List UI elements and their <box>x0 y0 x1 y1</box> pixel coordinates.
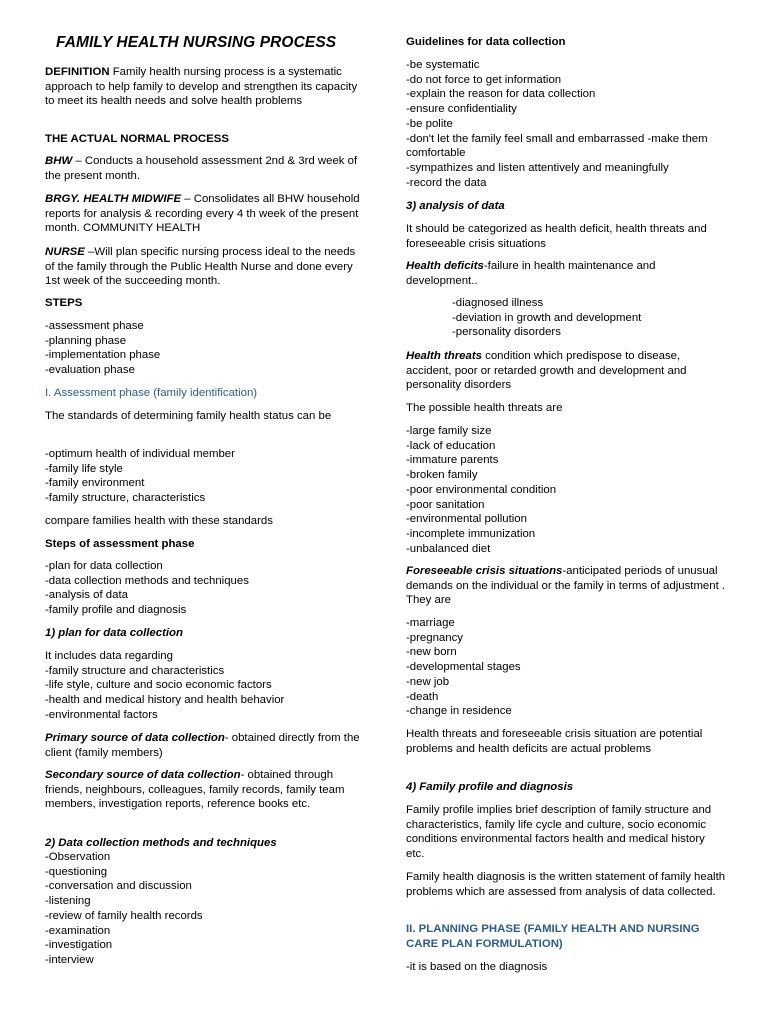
list-item: -deviation in growth and development <box>452 311 642 324</box>
crisis-paragraph <box>406 564 726 608</box>
list-item: -plan for data collection <box>45 560 163 572</box>
bhw-text: – Conducts a household assessment 2nd & 3rd week of the present month. <box>45 155 358 182</box>
list-item: -immature parents <box>406 454 499 467</box>
crisis-label: Foreseeable crisis situations <box>406 565 563 577</box>
list-item: -life style, culture and socio economic factors <box>45 679 272 692</box>
compare-text: compare families health with these standards <box>45 515 273 527</box>
plan-heading: 1) plan for data collection <box>45 627 183 639</box>
profile-text: Family profile implies brief description of family structure and characteristics, family life cycle and culture, socio economic conditions environmental factors health and medical history etc. <box>406 804 712 861</box>
midwife-paragraph <box>45 192 365 236</box>
list-item: -health and medical history and health behavior <box>45 694 285 707</box>
list-item: -family life style <box>45 462 123 475</box>
list-item: -death <box>406 690 439 703</box>
list-item: -planning phase <box>45 334 127 347</box>
list-item: -poor environmental condition <box>406 483 557 496</box>
secondary-text: - obtained through friends, neighbours, colleagues, family records, family team members, investigation reports, reference books etc. <box>45 769 345 811</box>
threats-label: Health threats <box>406 350 482 362</box>
deficits-text: -failure in health maintenance and development.. <box>406 260 656 287</box>
list-item: -explain the reason for data collection <box>406 88 596 101</box>
steps-assessment-list <box>45 559 365 618</box>
threats-paragraph <box>406 349 726 393</box>
actual-process-heading: THE ACTUAL NORMAL PROCESS <box>45 133 229 145</box>
list-item: -listening <box>45 895 91 908</box>
list-item: -new born <box>406 646 457 659</box>
list-item: -incomplete immunization <box>406 527 536 540</box>
list-item: -data collection methods and techniques <box>45 574 249 587</box>
list-item: -questioning <box>45 865 108 878</box>
standards-intro: The standards of determining family health status can be <box>45 410 332 422</box>
list-item: -evaluation phase <box>45 364 135 377</box>
bhw-label: BHW <box>45 155 73 167</box>
planning-text: -it is based on the diagnosis <box>406 961 548 973</box>
list-item: -family environment <box>45 477 145 490</box>
threats-text: condition which predispose to disease, accident, poor or retarded growth and development and personality disorders <box>406 350 687 392</box>
list-item: -poor sanitation <box>406 498 485 511</box>
definition-text: Family health nursing process is a systematic approach to help family to develop and strengthen its capacity to meet its health needs and solve health problems <box>45 66 358 108</box>
primary-label: Primary source of data collection <box>45 732 225 744</box>
list-item: -broken family <box>406 469 478 482</box>
list-item: -marriage <box>406 617 455 629</box>
list-item: -ensure confidentiality <box>406 103 517 116</box>
deficits-list <box>406 296 768 340</box>
analysis-text: It should be categorized as health deficit, health threats and foreseeable crisis situations <box>406 223 707 250</box>
list-item: -review of family health records <box>45 909 203 922</box>
list-item: -do not force to get information <box>406 73 562 86</box>
list-item: -personality disorders <box>452 326 561 339</box>
list-item: -family structure and characteristics <box>45 664 225 677</box>
list-item: -unbalanced diet <box>406 542 491 555</box>
crisis-list <box>406 616 726 719</box>
deficits-label: Health deficits <box>406 260 484 272</box>
profile-heading: 4) Family profile and diagnosis <box>406 781 574 793</box>
bhw-paragraph <box>45 154 365 183</box>
midwife-text: – Consolidates all BHW household reports for analysis & recording every 4 th week of the present month. COMMUNITY HEALTH <box>45 193 360 235</box>
list-item: -Observation <box>45 851 111 863</box>
list-item: -optimum health of individual member <box>45 448 235 460</box>
list-item: -pregnancy <box>406 631 463 644</box>
methods-heading: 2) Data collection methods and techniques <box>45 837 277 849</box>
steps-list <box>45 319 365 378</box>
list-item: -be polite <box>406 117 453 130</box>
list-item: -examination <box>45 924 111 937</box>
standards-list <box>45 447 365 506</box>
definition-paragraph <box>45 65 365 109</box>
nurse-label: NURSE <box>45 246 85 258</box>
list-item: -be systematic <box>406 59 480 71</box>
list-item: -diagnosed illness <box>452 297 544 309</box>
list-item: -implementation phase <box>45 349 161 362</box>
summary-text: Health threats and foreseeable crisis situation are potential problems and health deficits are actual problems <box>406 728 703 755</box>
midwife-label: BRGY. HEALTH MIDWIFE <box>45 193 182 205</box>
list-item: -conversation and discussion <box>45 880 192 893</box>
list-item: -record the data <box>406 176 487 189</box>
plan-intro: It includes data regarding <box>45 650 173 662</box>
diagnosis-text: Family health diagnosis is the written statement of family health problems which are assessed from analysis of data collected. <box>406 871 726 898</box>
list-item: -family structure, characteristics <box>45 492 206 505</box>
threats-list <box>406 424 726 556</box>
list-item: -large family size <box>406 425 492 437</box>
list-item: -don't let the family feel small and embarrassed -make them comfortable <box>406 132 708 160</box>
definition-label: DEFINITION <box>45 66 110 78</box>
secondary-label: Secondary source of data collection <box>45 769 241 781</box>
plan-list <box>45 649 365 723</box>
list-item: -analysis of data <box>45 589 128 602</box>
primary-source-paragraph <box>45 731 365 760</box>
secondary-source-paragraph <box>45 768 365 812</box>
steps-assessment-heading: Steps of assessment phase <box>45 538 195 550</box>
list-item: -change in residence <box>406 705 512 718</box>
guidelines-heading: Guidelines for data collection <box>406 36 566 48</box>
analysis-heading: 3) analysis of data <box>406 200 505 212</box>
list-item: -family profile and diagnosis <box>45 604 187 617</box>
methods-list <box>45 850 365 968</box>
primary-text: - obtained directly from the client (family members) <box>45 732 360 759</box>
list-item: -assessment phase <box>45 320 144 332</box>
nurse-paragraph <box>45 245 365 289</box>
assessment-heading: I. Assessment phase (family identification) <box>45 387 258 399</box>
list-item: -interview <box>45 953 94 966</box>
list-item: -investigation <box>45 939 113 952</box>
list-item: -developmental stages <box>406 661 521 674</box>
crisis-text: -anticipated periods of unusual demands on the individual or the family in terms of adjustment . They are <box>406 565 726 607</box>
document-title: FAMILY HEALTH NURSING PROCESS <box>56 34 337 51</box>
threats-intro: The possible health threats are <box>406 402 563 414</box>
list-item: -sympathizes and listen attentively and meaningfully <box>406 161 669 174</box>
list-item: -new job <box>406 675 450 688</box>
list-item: -lack of education <box>406 439 496 452</box>
list-item: -environmental pollution <box>406 513 527 526</box>
steps-heading: STEPS <box>45 297 83 309</box>
deficits-paragraph <box>406 259 726 288</box>
guidelines-list <box>406 58 726 190</box>
list-item: -environmental factors <box>45 708 158 721</box>
planning-heading: II. PLANNING PHASE (FAMILY HEALTH AND NURSING CARE PLAN FORMULATION) <box>406 923 700 950</box>
nurse-text: –Will plan specific nursing process ideal to the needs of the family through the Public Health Nurse and done every 1st week of the succeeding month. <box>45 246 356 288</box>
